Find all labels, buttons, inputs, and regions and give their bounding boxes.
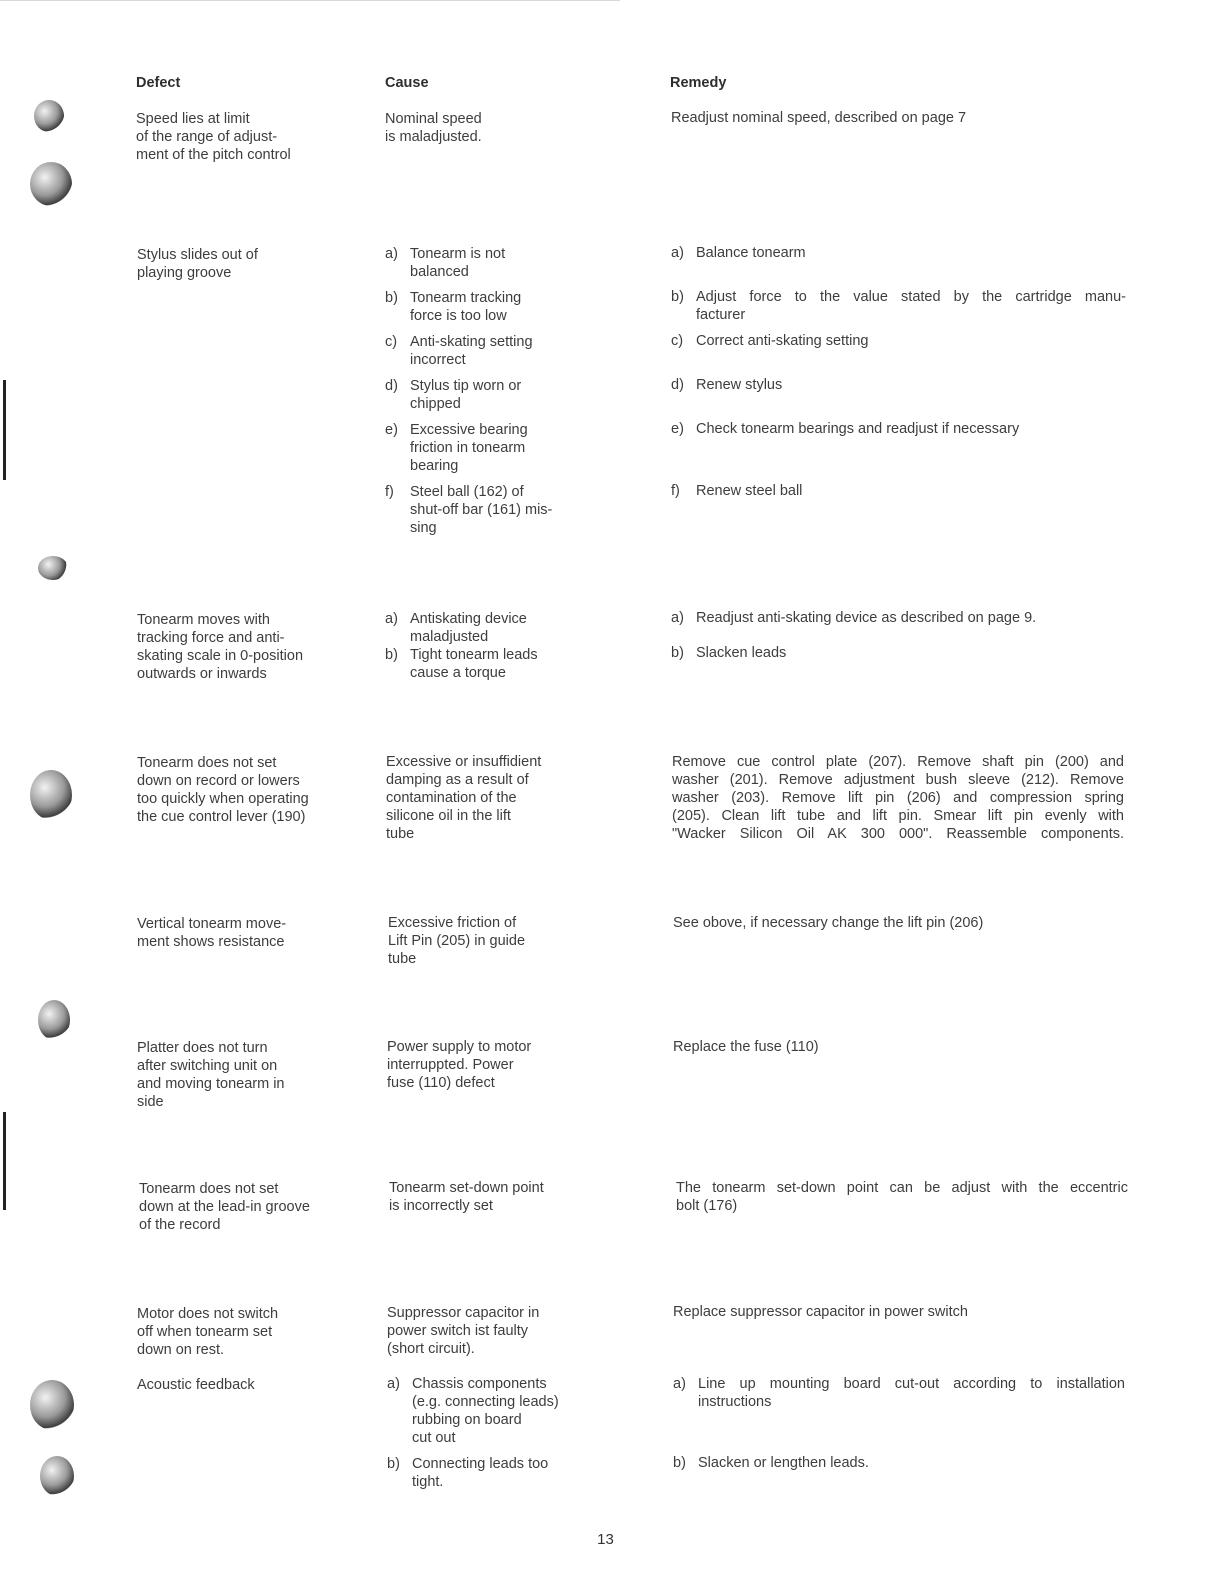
defect-cell: Speed lies at limit of the range of adjust- ment of the pitch control xyxy=(136,111,291,163)
defect-cell: Tonearm moves with tracking force and anti- skating scale in 0-position outwards or inwards xyxy=(137,612,304,682)
defect-cell: Motor does not switch off when tonearm set down on rest. xyxy=(137,1306,279,1358)
header-remedy: Remedy xyxy=(670,75,727,91)
list-item: b) Tonearm tracking force is too low xyxy=(385,290,522,324)
cause-list xyxy=(385,245,625,545)
list-item: a) Chassis components (e.g. connecting leads) rubbing on board cut out xyxy=(387,1376,559,1446)
remedy-cell: See obove, if necessary change the lift pin (206) xyxy=(673,915,984,931)
punch-hole-mark xyxy=(34,100,64,132)
defect-cell: Acoustic feedback xyxy=(137,1377,255,1393)
remedy-cell: The tonearm set-down point can be adjust with the eccentric bolt (176) xyxy=(676,1180,1128,1214)
list-item: c) Correct anti-skating setting xyxy=(671,333,869,349)
list-item: b) Adjust force to the value stated by the cartridge manu- facturer xyxy=(671,289,1126,323)
remedy-cell: Replace suppressor capacitor in power switch xyxy=(673,1304,968,1320)
list-item: a) Balance tonearm xyxy=(671,245,806,261)
binding-edge-mark xyxy=(3,380,6,480)
cause-cell: Power supply to motor interruppted. Power fuse (110) defect xyxy=(387,1039,532,1091)
punch-hole-mark xyxy=(30,162,72,206)
list-item: c) Anti-skating setting incorrect xyxy=(385,334,533,368)
cause-list xyxy=(385,610,625,690)
cause-cell: Tonearm set-down point is incorrectly set xyxy=(389,1180,544,1214)
remedy-cell: Remove cue control plate (207). Remove shaft pin (200) and washer (201). Remove adjustment bush sleeve (212). Remove washer (203). Remove lift pin (206) and compression spring (205). Clean lift tube and lift pin. Smear lift pin evenly with "Wacker Silicon Oil AK 300 000". Reassemble components. xyxy=(672,754,1124,842)
punch-hole-mark xyxy=(38,556,68,580)
cause-cell: Excessive or insuffidient damping as a result of contamination of the silicone oil in the lift tube xyxy=(386,754,542,842)
list-item: a) Line up mounting board cut-out according to installation instructions xyxy=(673,1376,1125,1410)
page-number: 13 xyxy=(597,1531,614,1548)
remedy-list xyxy=(671,609,1126,670)
remedy-cell: Readjust nominal speed, described on page 7 xyxy=(671,110,967,126)
list-item: b) Tight tonearm leads cause a torque xyxy=(385,647,538,681)
top-rule xyxy=(0,0,620,1)
list-item: a) Readjust anti-skating device as described on page 9. xyxy=(671,610,1037,626)
punch-hole-mark xyxy=(30,770,72,820)
list-item: e) Check tonearm bearings and readjust if necessary xyxy=(671,421,1020,437)
remedy-cell: Replace the fuse (110) xyxy=(673,1039,819,1055)
header-defect: Defect xyxy=(136,75,181,91)
defect-cell: Tonearm does not set down at the lead-in groove of the record xyxy=(139,1181,310,1233)
defect-cell: Tonearm does not set down on record or lowers too quickly when operating the cue control lever (190) xyxy=(137,755,309,825)
defect-cell: Vertical tonearm move- ment shows resistance xyxy=(137,916,287,950)
defect-cell: Platter does not turn after switching unit on and moving tonearm in side xyxy=(137,1040,285,1110)
cause-cell: Nominal speed is maladjusted. xyxy=(385,111,482,145)
list-item: a) Antiskating device maladjusted xyxy=(385,611,527,645)
cause-cell: Excessive friction of Lift Pin (205) in guide tube xyxy=(388,915,526,967)
list-item: b) Slacken leads xyxy=(671,645,787,661)
list-item: a) Tonearm is not balanced xyxy=(385,246,506,280)
defect-cell: Stylus slides out of playing groove xyxy=(137,247,258,281)
cause-cell: Suppressor capacitor in power switch ist faulty (short circuit). xyxy=(387,1305,540,1357)
binding-edge-mark xyxy=(3,1112,6,1210)
header-cause: Cause xyxy=(385,75,429,91)
list-item: b) Connecting leads too tight. xyxy=(387,1456,549,1490)
list-item: b) Slacken or lengthen leads. xyxy=(673,1455,869,1471)
list-item: d) Stylus tip worn or chipped xyxy=(385,378,522,412)
cause-list xyxy=(387,1375,627,1499)
list-item: f) Renew steel ball xyxy=(671,483,803,499)
list-item: f) Steel ball (162) of shut-off bar (161) mis- sing xyxy=(385,484,553,536)
punch-hole-mark xyxy=(30,1380,74,1430)
punch-hole-mark xyxy=(38,1000,70,1040)
list-item: d) Renew stylus xyxy=(671,377,783,393)
list-item: e) Excessive bearing friction in tonearm bearing xyxy=(385,422,528,474)
punch-hole-mark xyxy=(40,1456,74,1496)
